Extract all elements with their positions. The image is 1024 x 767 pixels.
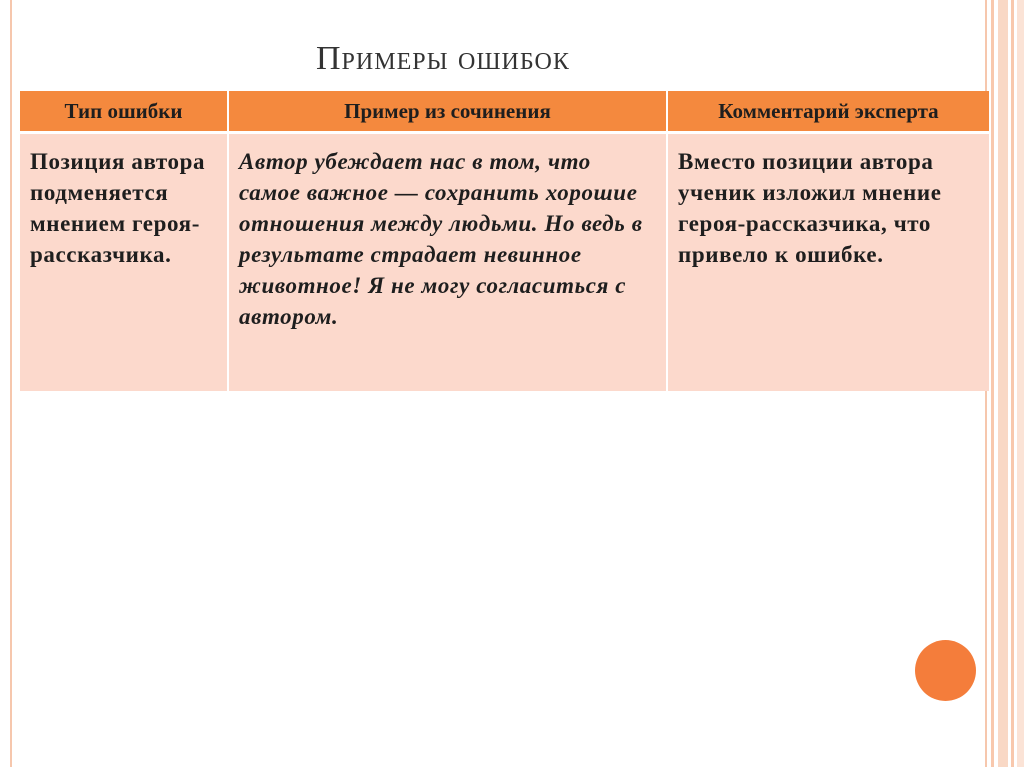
cell-expert-comment: Вместо позиции автора ученик изложил мнение героя-рассказчика, что привело к ошибке. (667, 133, 990, 392)
cell-error-type: Позиция автора подменяется мнением героя-рассказчика. (19, 133, 228, 392)
header-essay-example: Пример из сочинения (228, 91, 667, 133)
decorative-stripe (991, 0, 994, 767)
decorative-stripe (998, 0, 1008, 767)
slide-title: Примеры ошибок (316, 40, 570, 77)
table-row (19, 133, 990, 392)
decorative-stripe (1017, 0, 1024, 767)
decorative-circle (915, 640, 976, 701)
decorative-stripe (1011, 0, 1014, 767)
cell-essay-example: Автор убеждает нас в том, что самое важное — сохранить хорошие отношения между людьми. Но ведь в результате страдает невинное животное! Я не могу согласиться с автором. (228, 133, 667, 392)
table-header-row (19, 91, 990, 133)
header-expert-comment: Комментарий эксперта (667, 91, 990, 133)
errors-table (18, 91, 991, 391)
header-error-type: Тип ошибки (19, 91, 228, 133)
